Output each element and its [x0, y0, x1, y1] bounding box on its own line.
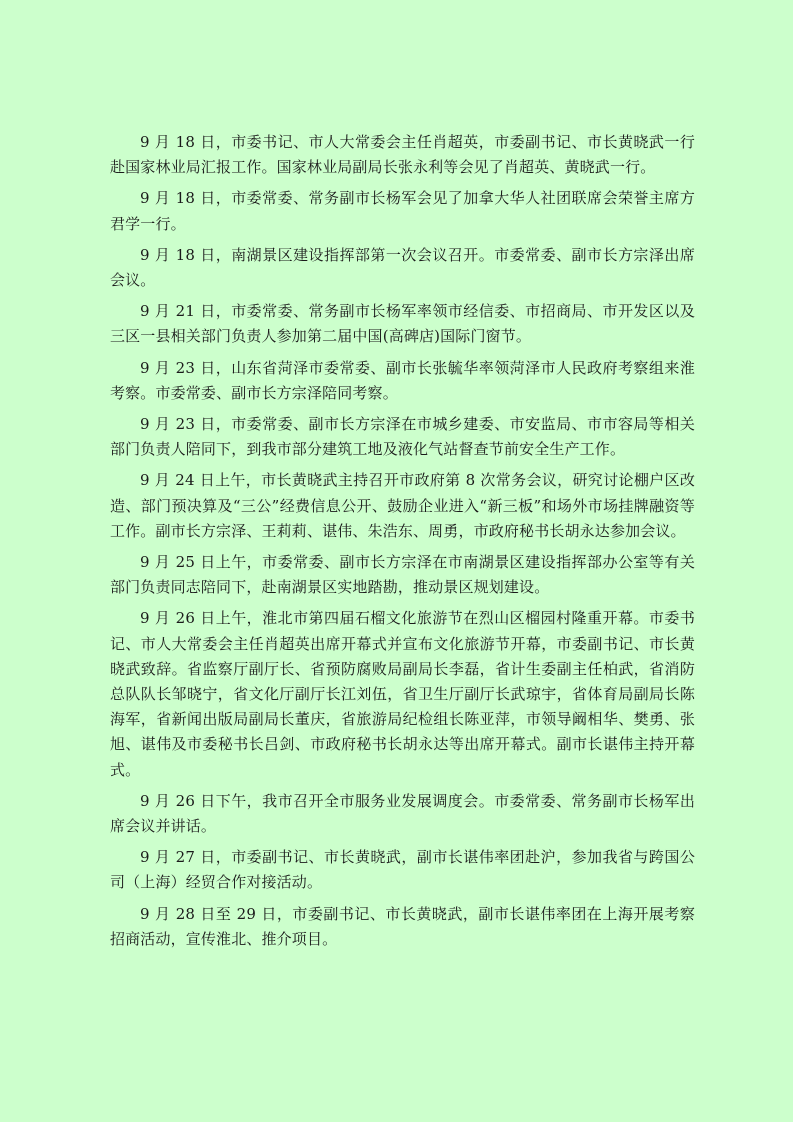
news-paragraph-10: 9 月 26 日下午，我市召开全市服务业发展调度会。市委常委、常务副市长杨军出席会议并讲话。: [110, 791, 695, 836]
news-paragraph-5: 9 月 23 日，山东省菏泽市委常委、副市长张毓华率领菏泽市人民政府考察组来淮考察。市委常委、副市长方宗泽陪同考察。: [110, 358, 695, 402]
news-paragraph-1: 9 月 18 日，市委书记、市人大常委会主任肖超英，市委副书记、市长黄晓武一行赴国家林业局汇报工作。国家林业局副局长张永利等会见了肖超英、黄晓武一行。: [110, 133, 695, 177]
news-paragraph-12: 9 月 28 日至 29 日，市委副书记、市长黄晓武，副市长谌伟率团在上海开展考察招商活动，宣传淮北、推介项目。: [110, 904, 695, 948]
document-body: [110, 130, 695, 958]
news-paragraph-3: 9 月 18 日，南湖景区建设指挥部第一次会议召开。市委常委、副市长方宗泽出席会议。: [110, 245, 695, 290]
news-paragraph-2: 9 月 18 日，市委常委、常务副市长杨军会见了加拿大华人社团联席会荣誉主席方君学一行。: [110, 189, 695, 233]
news-paragraph-9: 9 月 26 日上午，淮北市第四届石榴文化旅游节在烈山区榴园村隆重开幕。市委书记、市人大常委会主任肖超英出席开幕式并宣布文化旅游节开幕，市委副书记、市长黄晓武致辞。省监察厅副厅长、省预防腐败局副局长李磊，省计生委副主任柏武，省消防总队队长邹晓宁，省文化厅副厅长江刘伍，省卫生厅副厅长武琼宇，省体育局副局长陈海军，省新闻出版局副局长董庆，省旅游局纪检组长陈亚萍，市领导阚相华、樊勇、张旭、谌伟及市委秘书长吕剑、市政府秘书长胡永达等出席开幕式。副市长谌伟主持开幕式。: [110, 609, 695, 779]
news-paragraph-7: 9 月 24 日上午，市长黄晓武主持召开市政府第 8 次常务会议，研究讨论棚户区改造、部门预决算及“三公”经费信息公开、鼓励企业进入“新三板”和场外市场挂牌融资等工作。副市长方宗泽、王莉莉、谌伟、朱浩东、周勇，市政府秘书长胡永达参加会议。: [110, 471, 695, 540]
news-paragraph-6: 9 月 23 日，市委常委、副市长方宗泽在市城乡建委、市安监局、市市容局等相关部门负责人陪同下，到我市部分建筑工地及液化气站督查节前安全生产工作。: [110, 415, 695, 459]
news-paragraph-4: 9 月 21 日，市委常委、常务副市长杨军率领市经信委、市招商局、市开发区以及三区一县相关部门负责人参加第二届中国(高碑店)国际门窗节。: [110, 302, 695, 346]
news-paragraph-11: 9 月 27 日，市委副书记、市长黄晓武，副市长谌伟率团赴沪，参加我省与跨国公司（上海）经贸合作对接活动。: [110, 848, 695, 892]
news-paragraph-8: 9 月 25 日上午，市委常委、副市长方宗泽在市南湖景区建设指挥部办公室等有关部门负责同志陪同下，赴南湖景区实地踏勘，推动景区规划建设。: [110, 553, 695, 597]
